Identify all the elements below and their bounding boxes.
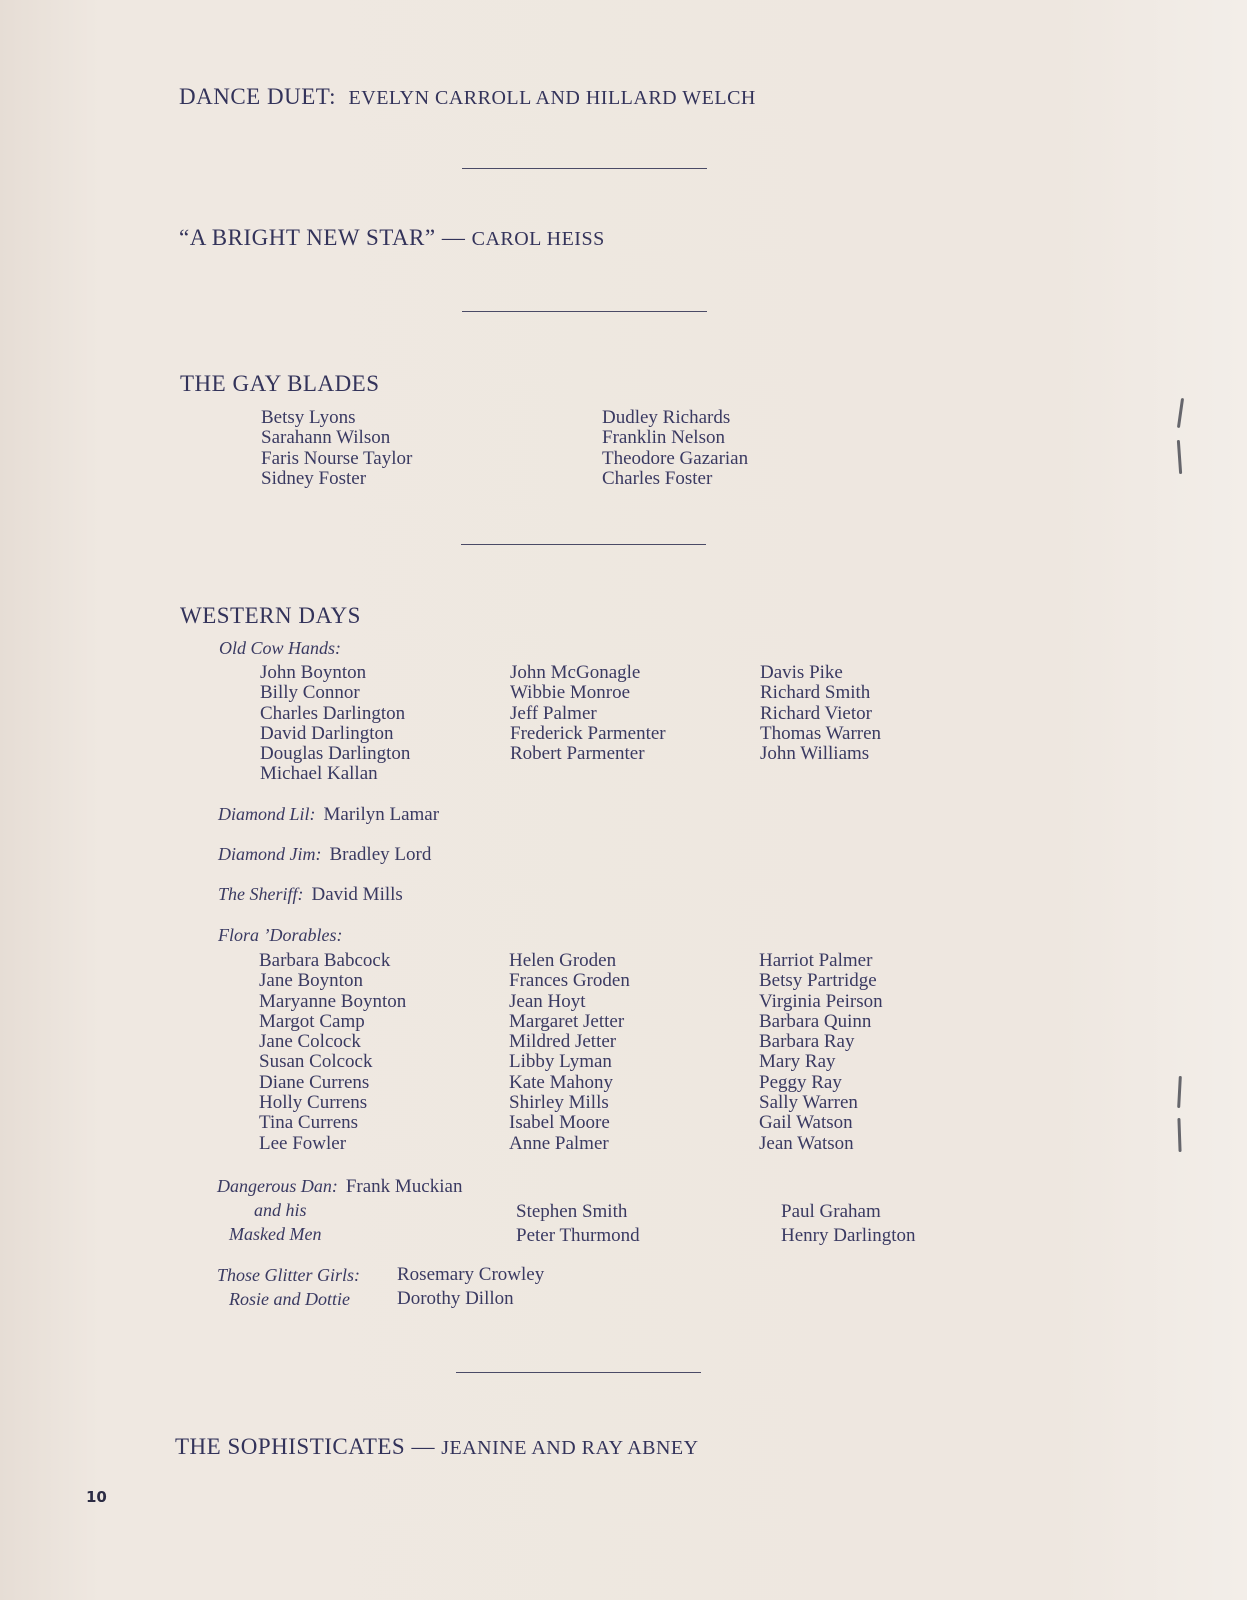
cast-name: Henry Darlington <box>781 1225 916 1246</box>
role-label: Diamond Jim: <box>218 844 322 864</box>
cast-name: Shirley Mills <box>509 1092 609 1114</box>
cast-name: John McGonagle <box>510 662 641 683</box>
bright-star-performer: CAROL HEISS <box>471 228 605 250</box>
staple-mark <box>1177 440 1182 474</box>
dangerous-dan-line <box>217 1176 462 1198</box>
cast-name: Sally Warren <box>759 1092 858 1114</box>
sophisticates-performers: JEANINE AND RAY ABNEY <box>441 1437 699 1459</box>
cast-name: Sidney Foster <box>261 467 367 489</box>
role-performer: Bradley Lord <box>329 844 432 865</box>
role-label: Dangerous Dan: <box>217 1176 338 1196</box>
role-line <box>218 844 431 866</box>
bright-star-title: “A BRIGHT NEW STAR” — <box>179 225 466 250</box>
cast-name: Jean Hoyt <box>509 990 586 1012</box>
cast-name: Paul Graham <box>781 1201 881 1222</box>
masked-men-col2 <box>516 1200 640 1248</box>
role-performer: Frank Muckian <box>345 1176 463 1197</box>
staple-mark <box>1177 398 1184 428</box>
cow-hands-col1 <box>260 663 410 785</box>
cast-name: Jeff Palmer <box>510 702 597 724</box>
cast-name: Sarahann Wilson <box>261 427 391 449</box>
cast-name: Gail Watson <box>759 1112 853 1134</box>
cast-name: Maryanne Boynton <box>259 990 407 1012</box>
cast-name: Diane Currens <box>259 1071 370 1093</box>
cast-name: Margot Camp <box>259 1010 365 1032</box>
cast-name: Libby Lyman <box>509 1051 612 1073</box>
dorables-col1 <box>259 951 406 1154</box>
masked-men-col3 <box>781 1200 916 1248</box>
cast-name: Theodore Gazarian <box>602 447 749 469</box>
gay-blades-col1 <box>261 408 412 489</box>
cast-name: Davis Pike <box>760 662 843 683</box>
cast-name: Richard Smith <box>760 682 871 704</box>
cast-name: Betsy Partridge <box>759 970 877 992</box>
staple-mark <box>1177 1118 1181 1152</box>
cow-hands-col2 <box>510 663 666 764</box>
cast-name: Richard Vietor <box>760 702 872 724</box>
cast-name: Peter Thurmond <box>516 1225 640 1246</box>
cast-name: Robert Parmenter <box>510 743 645 765</box>
cast-name: Helen Groden <box>509 950 617 971</box>
cast-name: David Darlington <box>260 722 394 744</box>
and-his-label: and his <box>254 1200 307 1220</box>
role-performer: David Mills <box>311 884 403 905</box>
cast-name: Susan Colcock <box>259 1051 373 1073</box>
cast-name: Jane Boynton <box>259 970 363 992</box>
staple-mark <box>1177 1076 1182 1108</box>
sophisticates-heading <box>175 1434 699 1460</box>
cast-name: Dudley Richards <box>602 407 731 428</box>
cast-name: Douglas Darlington <box>260 743 411 765</box>
role-performer: Marilyn Lamar <box>323 804 440 825</box>
cast-name: Billy Connor <box>260 682 360 704</box>
cast-name: Jane Colcock <box>259 1031 361 1053</box>
bright-star-heading <box>179 225 605 251</box>
dance-duet-heading <box>179 84 756 110</box>
section-divider <box>462 311 707 312</box>
dance-duet-label: DANCE DUET: <box>179 84 337 109</box>
dorables-col2 <box>509 951 630 1154</box>
cast-name: John Boynton <box>260 662 367 683</box>
cast-name: Thomas Warren <box>760 722 882 744</box>
role-label: The Sheriff: <box>218 884 304 904</box>
western-days-title: WESTERN DAYS <box>180 603 361 628</box>
role-line <box>218 884 403 906</box>
role-label: Diamond Lil: <box>218 804 316 824</box>
section-divider <box>461 544 706 545</box>
page-number: 10 <box>86 1488 107 1506</box>
cast-name: John Williams <box>760 743 870 765</box>
glitter-girls-label: Those Glitter Girls: <box>217 1265 361 1285</box>
cast-name: Barbara Babcock <box>259 950 391 971</box>
cast-name: Kate Mahony <box>509 1071 613 1093</box>
masked-men-label: Masked Men <box>229 1224 322 1244</box>
cast-name: Isabel Moore <box>509 1112 610 1134</box>
cast-name: Michael Kallan <box>260 763 378 785</box>
cast-name: Barbara Ray <box>759 1031 855 1053</box>
dorables-label: Flora ’Dorables: <box>218 925 343 945</box>
cast-name: Charles Darlington <box>260 702 406 724</box>
cow-hands-label: Old Cow Hands: <box>219 638 342 658</box>
cast-name: Anne Palmer <box>509 1132 609 1154</box>
cast-name: Harriot Palmer <box>759 950 873 971</box>
cast-name: Holly Currens <box>259 1092 368 1114</box>
cast-name: Virginia Peirson <box>759 990 883 1012</box>
cow-hands-col3 <box>760 663 881 764</box>
glitter-girl-name: Dorothy Dillon <box>397 1288 514 1309</box>
cast-name: Faris Nourse Taylor <box>261 447 413 469</box>
glitter-girl-name: Rosemary Crowley <box>397 1264 545 1285</box>
cast-name: Stephen Smith <box>516 1201 628 1222</box>
cast-name: Margaret Jetter <box>509 1010 625 1032</box>
cast-name: Peggy Ray <box>759 1071 842 1093</box>
gay-blades-col2 <box>602 408 748 489</box>
cast-name: Mary Ray <box>759 1051 836 1073</box>
cast-name: Lee Fowler <box>259 1132 347 1154</box>
cast-name: Wibbie Monroe <box>510 682 631 704</box>
dorables-col3 <box>759 951 883 1154</box>
sophisticates-title: THE SOPHISTICATES — <box>175 1434 435 1459</box>
role-line <box>218 804 439 826</box>
section-divider <box>456 1372 701 1373</box>
dance-duet-performers: EVELYN CARROLL AND HILLARD WELCH <box>348 87 756 109</box>
cast-name: Tina Currens <box>259 1112 359 1134</box>
gay-blades-title: THE GAY BLADES <box>180 371 380 396</box>
cast-name: Betsy Lyons <box>261 407 356 428</box>
cast-name: Barbara Quinn <box>759 1010 872 1032</box>
cast-name: Mildred Jetter <box>509 1031 617 1053</box>
section-divider <box>462 168 707 169</box>
rosie-dottie-label: Rosie and Dottie <box>229 1289 350 1309</box>
cast-name: Charles Foster <box>602 467 713 489</box>
cast-name: Jean Watson <box>759 1132 854 1154</box>
cast-name: Franklin Nelson <box>602 427 725 449</box>
cast-name: Frances Groden <box>509 970 630 992</box>
cast-name: Frederick Parmenter <box>510 722 666 744</box>
